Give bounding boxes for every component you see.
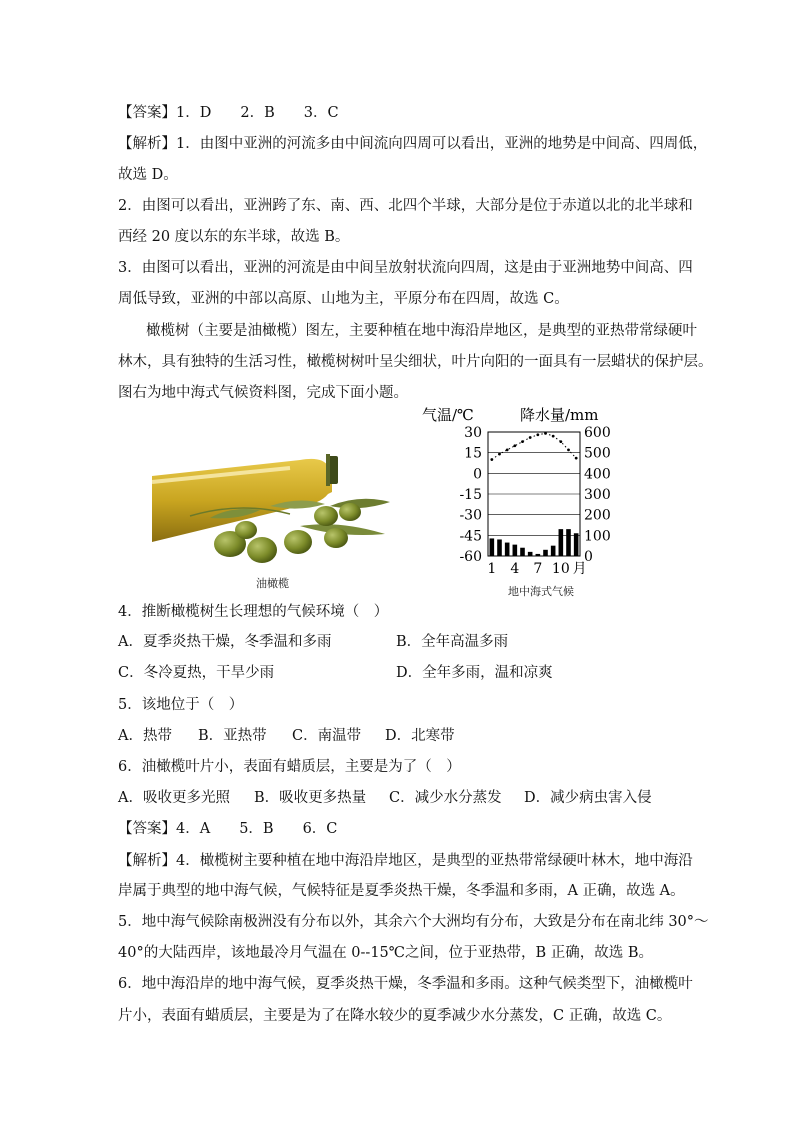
answer-label: 【答案】	[118, 821, 176, 837]
photo-caption: 油橄榄	[256, 577, 289, 590]
q6-option-d: D．减少病虫害入侵	[524, 790, 652, 806]
precip-bar	[497, 539, 502, 556]
analysis-line: 5．地中海气候除南极洲没有分布以外，其余六个大洲均有分布，大致是分布在南北纬 30°～	[118, 914, 709, 930]
temperature-point	[536, 433, 539, 436]
right-tick-label: 400	[584, 466, 611, 483]
x-tick-label: 7	[533, 561, 543, 577]
left-tick-label: -15	[459, 487, 482, 503]
question-4: 4．推断橄榄树生长理想的气候环境（ ）	[118, 604, 389, 620]
right-tick-label: 100	[584, 528, 611, 545]
precip-bar	[536, 554, 541, 556]
analysis-text: 1．由图中亚洲的河流多由中间流向四周可以看出，亚洲的地势是中间高、四周低，	[176, 136, 708, 152]
temperature-point	[498, 453, 501, 456]
q4-option-a: A．夏季炎热干燥，冬季温和多雨	[118, 634, 332, 650]
analysis-line: 故选 D。	[118, 167, 178, 183]
analysis-line: 2．由图可以看出，亚洲跨了东、南、西、北四个半球，大部分是位于赤道以北的北半球和	[118, 198, 693, 214]
x-tick-label: 10	[551, 561, 570, 577]
precip-bar	[543, 550, 548, 556]
question-6: 6．油橄榄叶片小，表面有蜡质层，主要是为了（ ）	[118, 759, 461, 775]
temperature-point	[513, 444, 516, 447]
q6-option-a: A．吸收更多光照	[118, 790, 230, 806]
temperature-point	[544, 432, 547, 435]
climate-chart	[420, 402, 650, 578]
q4-option-b: B．全年高温多雨	[396, 634, 509, 650]
analysis-line: 40°的大陆西岸，该地最冷月气温在 0--15℃之间，位于亚热带，B 正确，故选 B。	[118, 945, 654, 961]
precip-bar	[566, 529, 571, 556]
left-axis-label: 气温/℃	[422, 406, 474, 424]
temperature-point	[521, 440, 524, 443]
q4-option-c: C．冬冷夏热，干旱少雨	[118, 665, 275, 681]
answer-label: 【答案】	[118, 105, 176, 121]
precip-bar	[520, 548, 525, 556]
analysis-line	[118, 851, 693, 871]
temperature-point	[575, 457, 578, 460]
q5-option-b: B．亚热带	[198, 728, 267, 744]
precip-bar	[490, 538, 495, 556]
temperature-point	[559, 440, 562, 443]
right-tick-label: 600	[584, 425, 611, 441]
analysis-line: 3．由图可以看出，亚洲的河流是由中间呈放射状流向四周，这是由于亚洲地势中间高、四	[118, 260, 693, 276]
q5-option-d: D．北寒带	[385, 728, 455, 744]
analysis-line: 片小，表面有蜡质层，主要是为了在降水较少的夏季减少水分蒸发，C 正确，故选 C。	[118, 1008, 672, 1024]
answer-line-2	[118, 819, 337, 839]
right-tick-label: 0	[584, 549, 593, 565]
analysis-line: 西经 20 度以东的东半球，故选 B。	[118, 229, 350, 245]
analysis-line: 周低导致，亚洲的中部以高原、山地为主，平原分布在四周，故选 C。	[118, 291, 569, 307]
precip-bar	[551, 546, 556, 556]
left-tick-label: 30	[464, 425, 482, 441]
answer-values: 4．A 5．B 6．C	[176, 821, 338, 837]
q5-option-c: C．南温带	[292, 728, 362, 744]
precip-bar	[559, 529, 564, 556]
answer-values: 1．D 2．B 3．C	[176, 105, 339, 121]
left-tick-label: -45	[459, 528, 482, 545]
precip-bar	[513, 545, 518, 556]
temperature-point	[490, 458, 493, 461]
intro-line: 林木，具有独特的生活习性，橄榄树树叶呈尖细状，叶片向阳的一面具有一层蜡状的保护层。	[118, 354, 713, 370]
intro-line: 橄榄树（主要是油橄榄）图左，主要种植在地中海沿岸地区，是典型的亚热带常绿硬叶	[146, 323, 697, 339]
left-tick-label: -60	[459, 549, 482, 565]
analysis-label: 【解析】	[118, 136, 176, 152]
left-tick-label: -30	[459, 507, 482, 524]
temperature-line	[492, 433, 576, 459]
temperature-point	[567, 449, 570, 452]
precip-bar	[528, 552, 533, 556]
olive-oil-photo	[150, 446, 400, 570]
temperature-point	[552, 435, 555, 438]
right-tick-label: 500	[584, 445, 611, 462]
x-unit-label: 月	[572, 561, 587, 577]
analysis-line: 6．地中海沿岸的地中海气候，夏季炎热干燥，冬季温和多雨。这种气候类型下，油橄榄叶	[118, 976, 693, 992]
precip-bar	[505, 543, 510, 556]
analysis-text: 4．橄榄树主要种植在地中海沿岸地区，是典型的亚热带常绿硬叶林木，地中海沿	[176, 853, 693, 869]
x-tick-label: 4	[510, 561, 520, 577]
analysis-line: 岸属于典型的地中海气候，气候特征是夏季炎热干燥，冬季温和多雨，A 正确，故选 A。	[118, 883, 685, 899]
q4-option-d: D．全年多雨，温和凉爽	[396, 665, 553, 681]
analysis-line	[118, 134, 707, 154]
left-tick-label: 15	[464, 445, 482, 462]
answer-line-1	[118, 103, 339, 123]
olive-oil-illustration	[150, 446, 400, 570]
left-tick-label: 0	[473, 466, 482, 483]
right-axis-label: 降水量/mm	[520, 406, 599, 424]
climate-chart-svg	[420, 402, 650, 578]
analysis-label: 【解析】	[118, 853, 176, 869]
question-5: 5．该地位于（ ）	[118, 697, 244, 713]
temperature-point	[529, 436, 532, 439]
chart-caption: 地中海式气候	[508, 585, 574, 598]
intro-line: 图右为地中海式气候资料图，完成下面小题。	[118, 385, 408, 401]
q6-option-c: C．减少水分蒸发	[389, 790, 502, 806]
q6-option-b: B．吸收更多热量	[254, 790, 367, 806]
temperature-point	[506, 449, 509, 452]
precip-bar	[574, 533, 579, 556]
right-tick-label: 300	[584, 487, 611, 503]
q5-option-a: A．热带	[118, 728, 172, 744]
x-tick-label: 1	[487, 561, 497, 577]
right-tick-label: 200	[584, 507, 611, 524]
